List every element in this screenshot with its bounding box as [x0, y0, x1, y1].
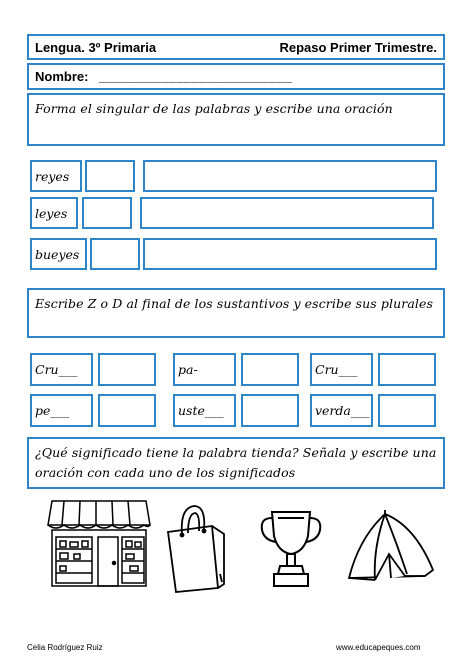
plural-answer-box[interactable]: [98, 353, 156, 386]
singular-answer-box[interactable]: [90, 238, 140, 270]
noun-cell: Cru___: [30, 353, 93, 386]
trophy-cup-icon[interactable]: [258, 506, 324, 590]
section3-instruction-box: [27, 437, 445, 489]
camping-tent-icon[interactable]: [345, 508, 437, 586]
name-blank-line[interactable]: _________________________: [99, 69, 293, 84]
plural-answer-box[interactable]: [241, 353, 299, 386]
singular-answer-box[interactable]: [82, 197, 132, 229]
sentence-answer-box[interactable]: [143, 238, 437, 270]
shop-storefront-icon[interactable]: [44, 497, 154, 589]
section1-instruction-box: [27, 93, 445, 146]
sentence-answer-box[interactable]: [140, 197, 434, 229]
shopping-bag-icon[interactable]: [162, 504, 228, 592]
singular-answer-box[interactable]: [85, 160, 135, 192]
footer-site[interactable]: www.educapeques.com: [336, 643, 421, 652]
noun-cell: uste___: [173, 394, 236, 427]
section2-instruction: Escribe Z o D al final de los sustantivos y escribe sus plurales: [35, 296, 433, 311]
section1-instruction: Forma el singular de las palabras y escribe una oración: [35, 101, 393, 116]
section3-instruction: ¿Qué significado tiene la palabra tienda? Señala y escribe una oración con cada uno de los significados: [35, 445, 437, 480]
term-title: Repaso Primer Trimestre.: [279, 40, 437, 55]
name-label: Nombre:: [35, 69, 89, 84]
word-cell-reyes: reyes: [30, 160, 82, 192]
noun-cell: verda___: [310, 394, 373, 427]
plural-answer-box[interactable]: [378, 394, 436, 427]
noun-cell: Cru___: [310, 353, 373, 386]
sentence-answer-box[interactable]: [143, 160, 437, 192]
name-row: [27, 63, 445, 90]
plural-answer-box[interactable]: [241, 394, 299, 427]
word-cell-bueyes: bueyes: [30, 238, 87, 270]
plural-answer-box[interactable]: [378, 353, 436, 386]
noun-cell: pa-: [173, 353, 236, 386]
noun-cell: pe___: [30, 394, 93, 427]
header-bar: [27, 34, 445, 60]
subject-title: Lengua. 3º Primaria: [35, 40, 157, 55]
section2-instruction-box: [27, 288, 445, 338]
word-cell-leyes: leyes: [30, 197, 78, 229]
plural-answer-box[interactable]: [98, 394, 156, 427]
footer-author: Celia Rodríguez Ruiz: [27, 643, 103, 652]
